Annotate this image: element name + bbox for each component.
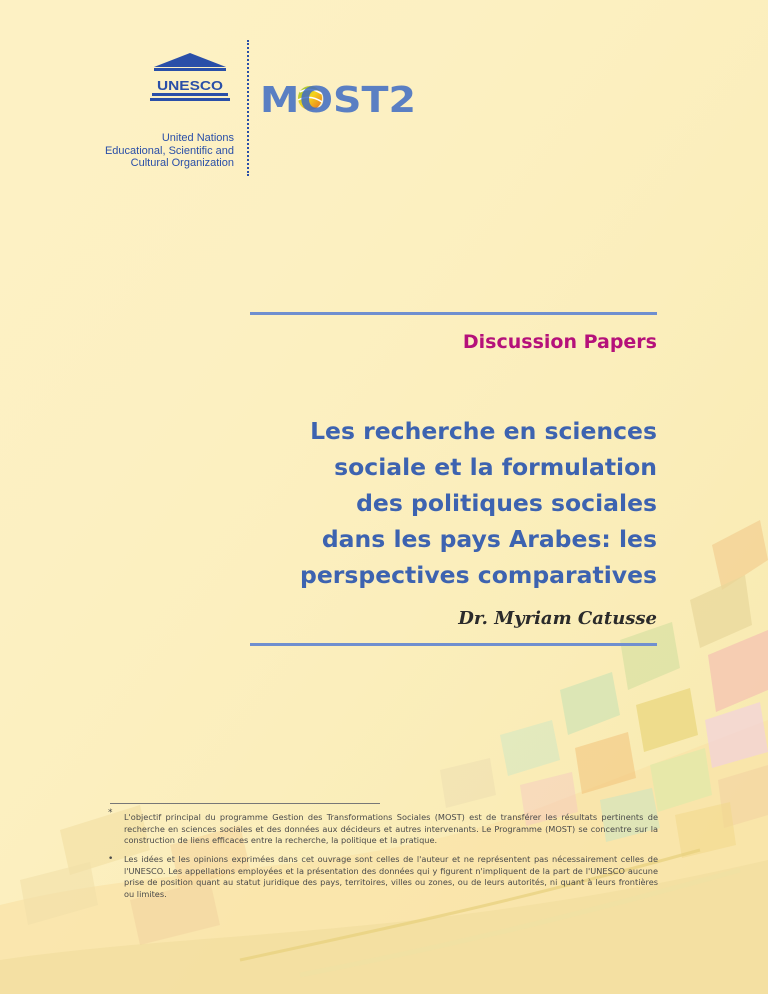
unesco-name-line: Cultural Organization xyxy=(130,157,234,169)
title-line: sociale et la formulation xyxy=(334,453,657,481)
footnote-marker: • xyxy=(108,854,114,864)
title-line: dans les pays Arabes: les xyxy=(321,525,657,553)
unesco-temple-logo xyxy=(150,53,230,115)
unesco-name-line: United Nations xyxy=(161,132,234,144)
title-line: Les recherche en sciences xyxy=(310,417,657,445)
series-label: Discussion Papers xyxy=(462,331,657,353)
title-line: perspectives comparatives xyxy=(300,561,657,589)
footnote-disclaimer: Les idées et les opinions exprimées dans cet ouvrage sont celles de l'auteur et ne représentent pas nécessairement celles de l'UNESCO. Les appellations employées et la présentation des données qui y figurent n'impliquent de la part de l'UNESCO aucune prise de position quant au statut juridique des pays, territoires, villes ou zones, ou de leurs autorités, ni quant à leurs frontières ou limites. xyxy=(124,854,658,899)
footnote-most-objective: L'objectif principal du programme Gestion des Transformations Sociales (MOST) est de transférer les résultats pertinents de recherche en sciences sociales et des données aux décideurs et autres intervenants. Le Programme (MOST) se concentre sur la construction de liens efficaces entre la recherche, la politique et la pratique. xyxy=(124,812,658,845)
unesco-full-name xyxy=(84,132,234,170)
author-name: Dr. Myriam Catusse xyxy=(458,608,657,629)
footnote-marker: * xyxy=(108,808,113,818)
most2-wordmark: MOST2 xyxy=(260,80,416,121)
title-line: des politiques sociales xyxy=(356,489,657,517)
most2-logo xyxy=(258,72,418,124)
unesco-name-line: Educational, Scientific and xyxy=(104,144,234,157)
bottom-rule xyxy=(250,643,657,646)
unesco-wordmark: UNESCO xyxy=(157,78,223,93)
top-rule xyxy=(250,312,657,315)
document-title xyxy=(237,413,657,593)
footnote-rule xyxy=(110,803,380,804)
logo-divider xyxy=(247,40,249,176)
